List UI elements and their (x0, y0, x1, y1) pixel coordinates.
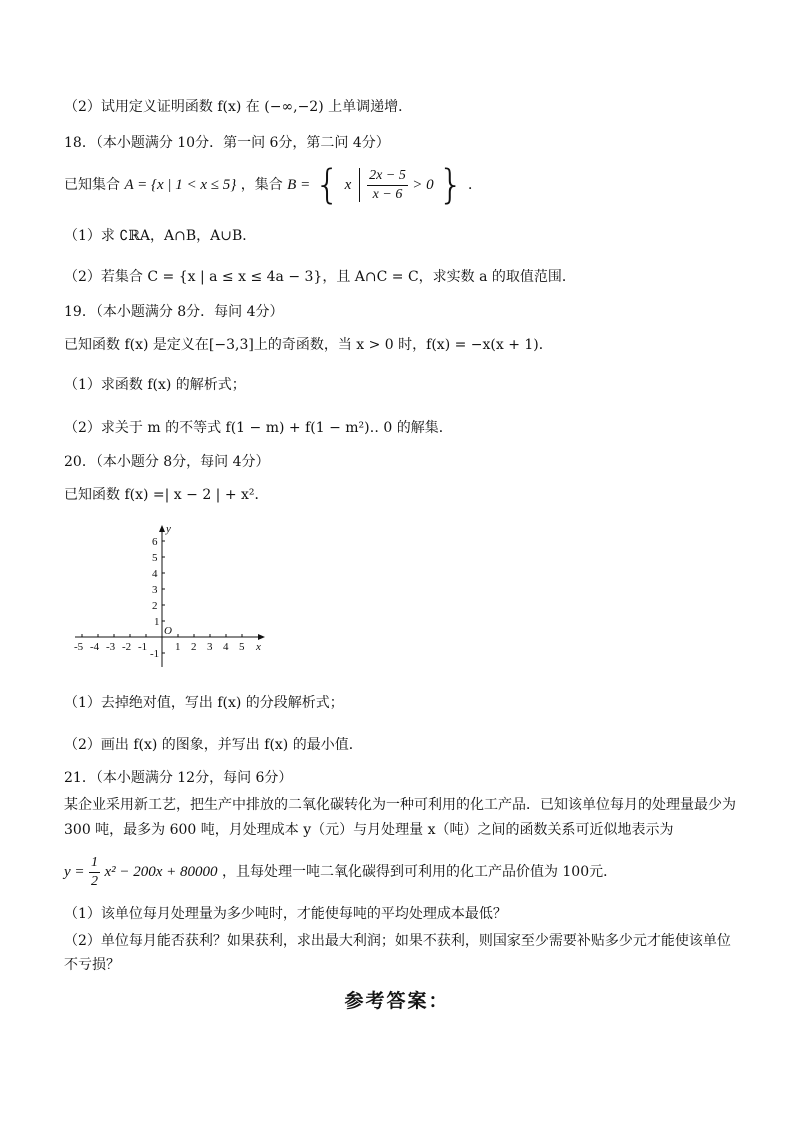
q21-part2-line2: 不亏损？ (64, 957, 120, 973)
y-tick-label: 2 (152, 600, 158, 612)
q21-frac-den: 2 (90, 873, 98, 889)
q19-part2: （2）求关于 m 的不等式 f(1 − m) + f(1 − m²)‥ 0 的解集． (64, 420, 453, 436)
set-builder-bar (359, 168, 360, 202)
q18-set-a: A = {x | 1 < x ≤ 5} (124, 177, 237, 193)
y-tick-label: 3 (152, 584, 158, 596)
x-tick-label: -3 (106, 641, 116, 653)
q21-part1: （1）该单位每月处理量为多少吨时，才能使每吨的平均处理成本最低？ (64, 906, 507, 922)
q21-formula-line (64, 850, 617, 894)
q19-header: 19．（本小题满分 8分．每问 4分） (64, 304, 284, 320)
q21-part2-line1: （2）单位每月能否获利？如果获利，求出最大利润；如果不获利，则国家至少需要补贴多少元才能使该单位 (64, 933, 731, 949)
q18-given-prefix: 已知集合 (64, 177, 120, 193)
x-tick-label: -4 (90, 641, 100, 653)
q21-line2: 300 吨，最多为 600 吨，月处理成本 y（元）与月处理量 x（吨）之间的函数关系可近似地表示为 (64, 822, 674, 838)
q19-given: 已知函数 f(x) 是定义在[−3,3]上的奇函数，当 x > 0 时，f(x) = −x(x + 1)． (64, 337, 553, 353)
q21-formula-tail: ，且每处理一吨二氧化碳得到可利用的化工产品价值为 100元． (221, 864, 618, 880)
q21-fraction (89, 854, 100, 891)
x-tick-label: 2 (191, 641, 197, 653)
right-brace-icon: } (438, 162, 464, 208)
q18-part1: （1）求 ∁ℝA，A∩B，A∪B． (64, 228, 257, 244)
q18-set-b-left: B = (287, 177, 311, 193)
y-axis-arrow-icon (159, 525, 165, 532)
answer-section-title: 参考答案： (344, 990, 450, 1012)
q20-part2: （2）画出 f(x) 的图象，并写出 f(x) 的最小值． (64, 737, 363, 753)
q21-formula-prefix: y = (64, 864, 85, 880)
x-axis-label: x (256, 641, 261, 653)
x-tick-label: 4 (223, 641, 229, 653)
x-tick-label: 3 (207, 641, 213, 653)
y-tick-label: -1 (150, 648, 160, 660)
x-axis-arrow-icon (258, 634, 265, 640)
q20-given: 已知函数 f(x) =| x − 2 | + x²． (64, 487, 269, 503)
x-tick-label: -1 (138, 641, 148, 653)
q21-header: 21．（本小题满分 12分，每问 6分） (64, 770, 293, 786)
x-tick-label: -2 (122, 641, 132, 653)
left-brace-icon: { (314, 162, 341, 208)
q18-mid: ，集合 (240, 177, 283, 193)
coordinate-axes-figure (70, 520, 270, 670)
q18-frac-den: x − 6 (372, 186, 403, 202)
x-tick-label: 5 (239, 641, 245, 653)
y-tick-label: 5 (152, 552, 158, 564)
q18-given (64, 162, 483, 208)
y-tick-label: 6 (152, 536, 158, 548)
q21-line1: 某企业采用新工艺，把生产中排放的二氧化碳转化为一种可利用的化工产品．已知该单位每月的处理量最少为 (64, 797, 736, 813)
q18-fraction (367, 167, 408, 204)
y-tick-label: 1 (154, 616, 160, 628)
q20-header: 20．（本小题分 8分，每问 4分） (64, 454, 270, 470)
q18-header: 18．（本小题满分 10分．第一问 6分，第二问 4分） (64, 135, 390, 151)
q18-gt0: > 0 (412, 177, 434, 193)
y-tick-label: 4 (152, 568, 158, 580)
x-tick-label: 1 (175, 641, 181, 653)
origin-label: O (164, 625, 172, 637)
q21-frac-num: 1 (89, 854, 100, 873)
q20-part1: （1）去掉绝对值，写出 f(x) 的分段解析式； (64, 695, 344, 711)
q18-end: ． (468, 177, 483, 193)
q19-part1: （1）求函数 f(x) 的解析式； (64, 377, 246, 393)
q17-part2: （2）试用定义证明函数 f(x) 在 (−∞,−2) 上单调递增． (64, 99, 413, 115)
q18-part2: （2）若集合 C = {x | a ≤ x ≤ 4a − 3}，且 A∩C = C，求实数 a 的取值范围． (64, 269, 576, 285)
y-axis-label: y (166, 523, 171, 535)
q18-set-b-var: x (344, 177, 352, 193)
q21-formula-rest: x² − 200x + 80000 (104, 864, 218, 880)
q18-frac-num: 2x − 5 (367, 167, 408, 186)
x-tick-label: -5 (74, 641, 84, 653)
